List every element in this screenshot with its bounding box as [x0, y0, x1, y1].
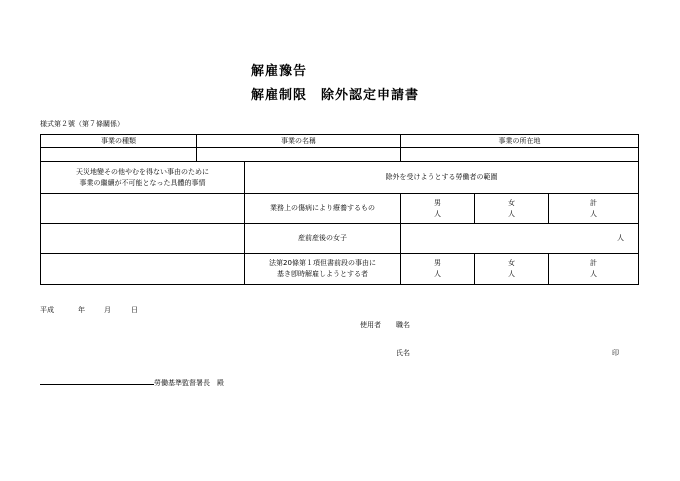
table-row — [41, 254, 639, 285]
row-label-injury: 業務上の傷病により療養するもの — [245, 194, 401, 224]
reason-label-line-2: 事業の繼續が不可能となった具體的事情 — [79, 178, 206, 187]
reason-detail-field-2[interactable] — [41, 224, 245, 254]
reason-label — [41, 162, 245, 194]
scope-label: 除外を受けようとする勞働者の範圍 — [245, 162, 639, 194]
addressee: 勞働基準監督署長 殿 — [154, 379, 224, 387]
male-count-dismissal[interactable]: 男 人 — [401, 254, 475, 285]
female-count-dismissal[interactable]: 女 人 — [475, 254, 549, 285]
employer-label: 使用者 — [360, 321, 381, 329]
employer-name-label: 氏名 — [396, 349, 410, 357]
row-label-maternity: 産前産後の女子 — [245, 224, 401, 254]
total-count-dismissal[interactable]: 計 人 — [549, 254, 639, 285]
business-type-field[interactable] — [41, 148, 197, 162]
header-row — [41, 135, 639, 148]
table-row — [41, 194, 639, 224]
count-maternity[interactable]: 人 — [401, 224, 639, 254]
addressee-line — [40, 376, 224, 388]
reason-row — [41, 162, 639, 194]
seal-mark: 印 — [612, 349, 619, 357]
date-era: 平成 — [40, 306, 54, 314]
date-day: 日 — [131, 306, 138, 314]
business-name-field[interactable] — [197, 148, 401, 162]
business-entry-row — [41, 148, 639, 162]
reason-detail-field-3[interactable] — [41, 254, 245, 285]
form-number: 様式第２號（第７條關係） — [40, 120, 124, 128]
application-table — [40, 134, 639, 285]
title-line-2: 解雇制限 除外認定申請書 — [251, 88, 420, 103]
employer-title-label: 職名 — [396, 321, 410, 329]
business-location-field[interactable] — [401, 148, 639, 162]
total-count-injury[interactable]: 計 人 — [549, 194, 639, 224]
business-location-header: 事業の所在地 — [401, 135, 639, 148]
reason-detail-field-1[interactable] — [41, 194, 245, 224]
date-month: 月 — [104, 306, 111, 314]
female-count-injury[interactable]: 女 人 — [475, 194, 549, 224]
row-label-dismissal: 法第20條第１項但書前段の事由に 基き卽時解雇しようとする者 — [245, 254, 401, 285]
title-line-1: 解雇豫告 — [251, 64, 308, 79]
reason-label-line-1: 天災地變その他やむを得ない事由のために — [76, 167, 209, 176]
office-blank[interactable] — [40, 376, 154, 385]
table-row — [41, 224, 639, 254]
business-name-header: 事業の名稱 — [197, 135, 401, 148]
business-type-header: 事業の種類 — [41, 135, 197, 148]
date-year: 年 — [78, 306, 85, 314]
male-count-injury[interactable]: 男 人 — [401, 194, 475, 224]
